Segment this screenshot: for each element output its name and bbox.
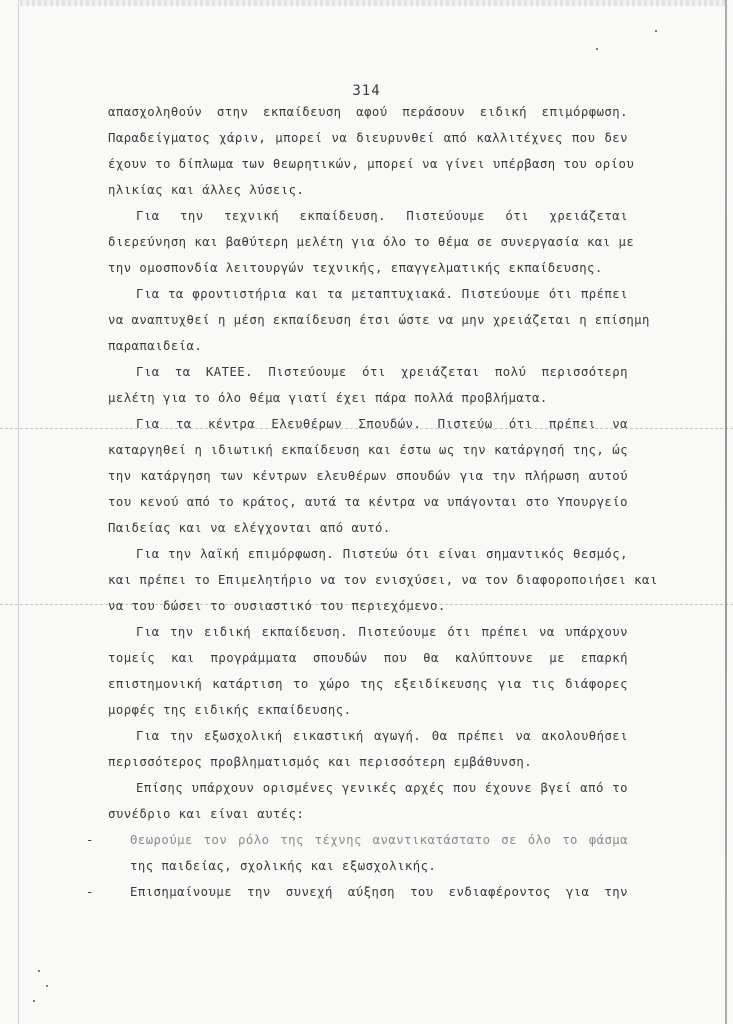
bullet-dash: -: [86, 885, 94, 899]
paragraph-heading-line: Για την τεχνική εκπαίδευση. Πιστεύουμε ότι χρειάζεται: [136, 209, 628, 223]
bullet-dash: -: [86, 833, 94, 847]
bullet-item: [86, 879, 628, 905]
paragraph-heading-line: Για τα κέντρα Ελευθέρων Σπουδών. Πιστεύω ότι πρέπει να: [136, 417, 628, 431]
page-left-edge: [18, 0, 19, 1024]
text-line: περισσότερος προβληματισμός και περισσότερη εμβάθυνση.: [108, 755, 533, 769]
scan-speck: [38, 970, 40, 972]
page-right-edge: [725, 0, 727, 1024]
page-top-edge: [20, 0, 726, 6]
text-line: Παιδείας και να ελέγχονται από αυτό.: [108, 521, 391, 535]
text-line: συνέδριο και είναι αυτές:: [108, 807, 305, 821]
scan-speck: [655, 30, 657, 32]
text-line: ηλικίας και άλλες λύσεις.: [108, 183, 305, 197]
scan-speck: [33, 1000, 35, 1002]
text-line: διερεύνηση και βαθύτερη μελέτη για όλο το θέμα σε συνεργασία και με: [108, 235, 635, 249]
text-line: Επισημαίνουμε την συνεχή αύξηση του ενδιαφέροντος για την: [130, 885, 628, 899]
page-number: 314: [352, 83, 381, 99]
text-line: να του δώσει το ουσιαστικό του περιεχόμενο.: [108, 599, 446, 613]
text-line: Θεωρούμε τον ρόλο της τέχνης αναντικατάστατο σε όλο το φάσμα: [130, 833, 628, 847]
text-line: την κατάργηση των κέντρων ελευθέρων σπουδών για την πλήρωση αυτού: [108, 469, 628, 483]
paragraph-heading-line: Για την εξωσχολική εικαστική αγωγή. Θα πρέπει να ακολουθήσει: [136, 729, 628, 743]
text-line: τομείς και προγράμματα σπουδών που θα καλύπτουνε με επαρκή: [108, 651, 628, 665]
text-line: απασχοληθούν στην εκπαίδευση αφού περάσουν ειδική επιμόρφωση.: [108, 105, 628, 119]
paragraph-heading-line: Για τα ΚΑΤΕΕ. Πιστεύουμε ότι χρειάζεται πολύ περισσότερη: [136, 365, 628, 379]
text-line: επιστημονική κατάρτιση το χώρο της εξειδίκευσης για τις διάφορες: [108, 677, 628, 691]
text-line: την ομοσπονδία λειτουργών τεχνικής, επαγγελματικής εκπαίδευσης.: [108, 261, 603, 275]
text-line: καταργηθεί η ιδιωτική εκπαίδευση και έστω ως την κατάργησή της, ώς: [108, 443, 628, 457]
paragraph-heading-line: Για τα φροντιστήρια και τα μεταπτυχιακά. Πιστεύουμε ότι πρέπει: [136, 287, 628, 301]
text-line: παραπαιδεία.: [108, 339, 203, 353]
scan-speck: [596, 48, 598, 50]
paragraph-heading-line: Για την ειδική εκπαίδευση. Πιστεύουμε ότι πρέπει να υπάρχουν: [136, 625, 628, 639]
paragraph-heading-line: Για την λαϊκή επιμόρφωση. Πιστεύω ότι είναι σημαντικός θεσμός,: [136, 547, 628, 561]
text-line: έχουν το δίπλωμα των θεωρητικών, μπορεί να γίνει υπέρβαση του ορίου: [108, 157, 635, 171]
text-line: της παιδείας, σχολικής και εξωσχολικής.: [130, 859, 437, 873]
text-line: Παραδείγματος χάριν, μπορεί να διευρυνθεί από καλλιτέχνες που δεν: [108, 131, 628, 145]
text-line: να αναπτυχθεί η μέση εκπαίδευση έτσι ώστε να μην χρειάζεται η επίσημη: [108, 313, 650, 327]
text-line: μορφές της ειδικής εκπαίδευσης.: [108, 703, 352, 717]
body-text: [86, 99, 658, 905]
scan-speck: [46, 985, 48, 987]
text-line: Επίσης υπάρχουν ορισμένες γενικές αρχές που έχουνε βγεί από το: [136, 781, 628, 795]
text-line: και πρέπει το Επιμελητήριο να τον ενισχύσει, να τον διαφοροποιήσει και: [108, 573, 658, 587]
text-line: του κενού από το κράτος, αυτά τα κέντρα να υπάγονται στο Υπουργείο: [108, 495, 628, 509]
bullet-item: [86, 827, 628, 853]
text-line: μελέτη για το όλο θέμα γιατί έχει πάρα πολλά προβλήματα.: [108, 391, 548, 405]
